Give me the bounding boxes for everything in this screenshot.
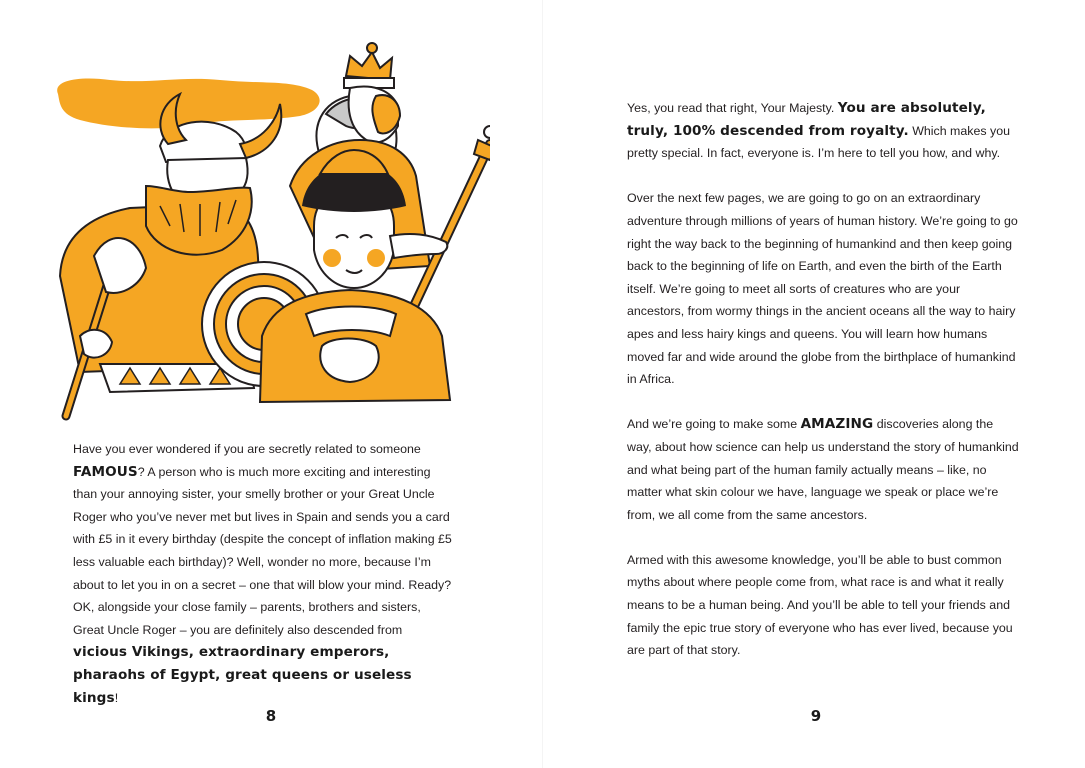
emphasis-amazing: AMAZING [800,416,874,433]
page-number-right: 9 [810,707,822,725]
right-paragraph-2: Over the next few pages, we are going to go on an extraordinary adventure through millions of years of human history. We’re going to go right the way back to the beginning of humankind and then keep going back to the beginning of life on Earth, and even the birth of the Earth itself. We’re going to meet all sorts of creatures who are your ancestors, from wormy things in the ancient oceans all the way to hairy apes and less hairy kings and queens. You will learn how humans moved far and wide around the globe from the birthplace of humankind in Africa. [627,191,1018,387]
right-paragraph-4: Armed with this awesome knowledge, you’ll be able to bust common myths about where people come from, what race is and what it really means to be a human being. And you’ll be able to tell your friends and family the epic true story of everyone who has ever lived, because you are part of that story. [627,552,1013,658]
right-page-body [627,97,1019,662]
right-page [543,0,1085,768]
page-number-left: 8 [265,707,277,725]
text-run: ? A person who is much more exciting and interesting than your annoying sister, your smelly brother or your Great Uncle Roger who you’ve never met but lives in Spain and sends you a card with £5 in it every birthday (despite the concept of inflation making £5 less valuable each birthday)? Well, wonder no more, because I’m about to let you in on a secret – one that will blow your mind. Ready? OK, alongside your close family – parents, brothers and sisters, Great Uncle Roger – you are definitely also descended from [73,464,452,637]
text-run: Yes, you read that right, Your Majesty. [627,101,838,115]
royal-ancestors-illustration [50,36,490,424]
text-run: And we’re going to make some [627,417,801,432]
right-paragraph-3 [627,413,1019,526]
emphasis-famous: FAMOUS [73,463,138,480]
left-page-body [73,438,453,709]
right-paragraph-1 [627,97,1019,165]
emphasis-royal-list: vicious Vikings, extraordinary emperors, pharaohs of Egypt, great queens or useless kings [73,644,412,706]
text-run: Have you ever wondered if you are secretly related to someone [73,442,421,456]
left-page [0,0,542,768]
text-run: discoveries along the way, about how science can help us understand the story of humankind and what being part of the human family actually means – like, no matter what skin colour we have, language we speak or place we’re from, we all come from the same ancestors. [627,417,1019,522]
left-paragraph-1 [73,438,453,709]
text-run: Which makes you pretty special. In fact, everyone is. I’m here to tell you how, and why. [627,123,1010,161]
emphasis-royalty: You are absolutely, truly, 100% descended from royalty. [627,100,986,139]
text-run: ! [114,690,119,705]
